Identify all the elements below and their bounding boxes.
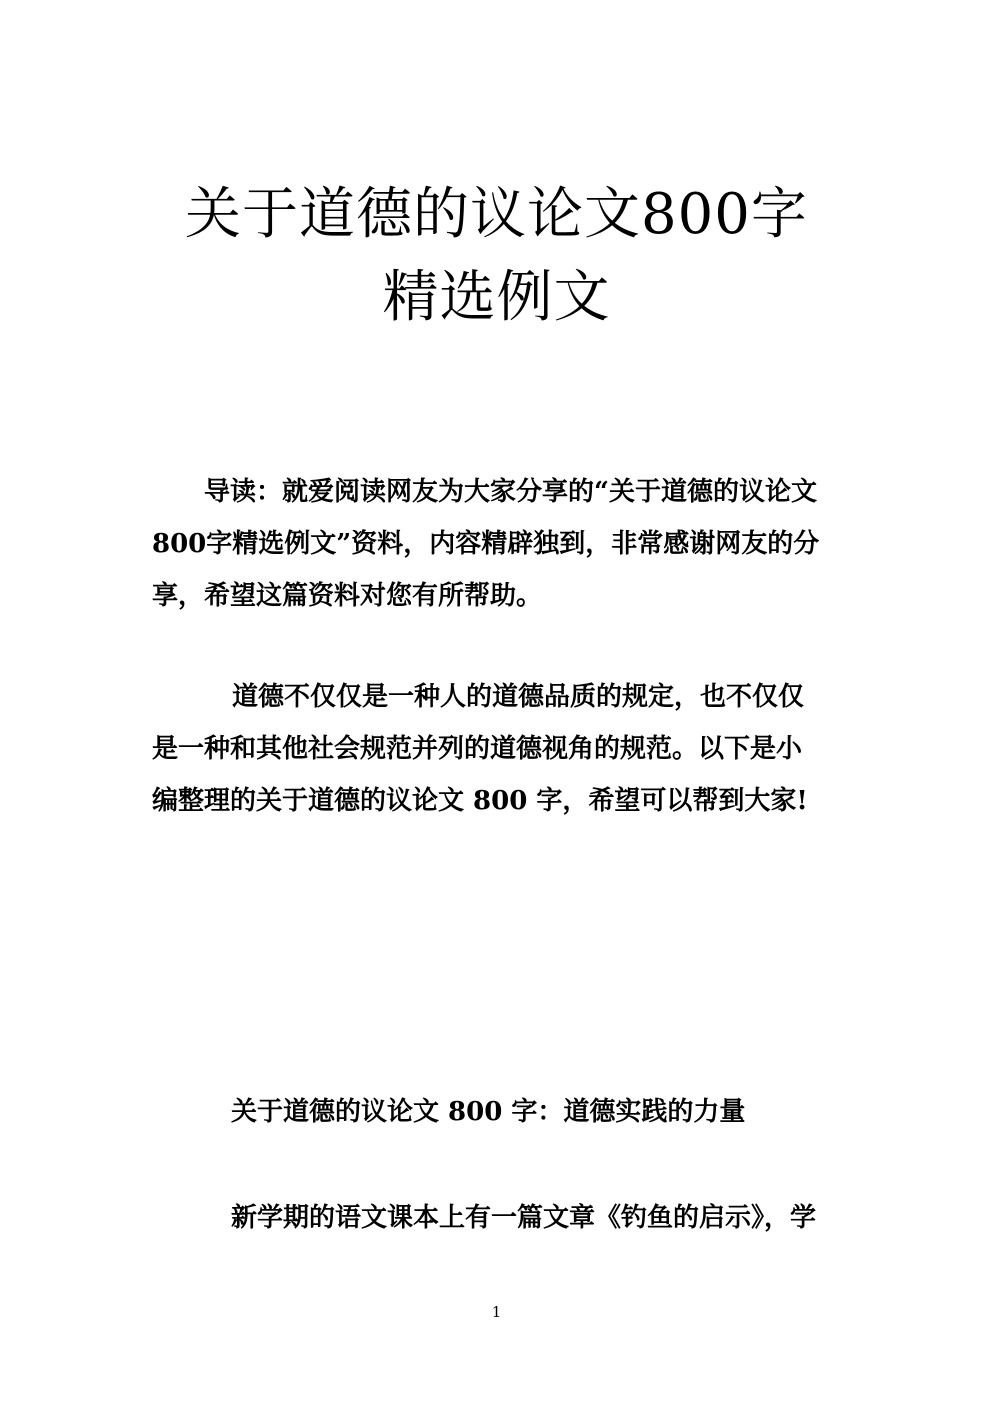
intro-paragraph [152,466,832,622]
summary-line-2: 是一种和其他社会规范并列的道德视角的规范。以下是小 [152,734,803,764]
intro-line-1: 导读：就爱阅读网友为大家分享的“关于道德的议论文 [204,477,817,507]
document-title-line-1: 关于道德的议论文800字 [185,182,808,247]
section-heading: 关于道德的议论文 800 字：道德实践的力量 [231,1097,746,1127]
summary-line-3: 编整理的关于道德的议论文 800 字，希望可以帮到大家! [152,786,808,816]
intro-line-2: 800字精选例文”资料，内容精辟独到，非常感谢网友的分 [152,529,820,559]
intro-line-3: 享，希望这篇资料对您有所帮助。 [152,581,543,611]
summary-paragraph [152,671,832,827]
document-title-line-2: 精选例文 [382,265,611,330]
body-paragraph-start: 新学期的语文课本上有一篇文章《钓鱼的启示》，学 [231,1203,817,1233]
page-number: 1 [491,1303,502,1321]
summary-line-1: 道德不仅仅是一种人的道德品质的规定，也不仅仅 [232,682,805,712]
